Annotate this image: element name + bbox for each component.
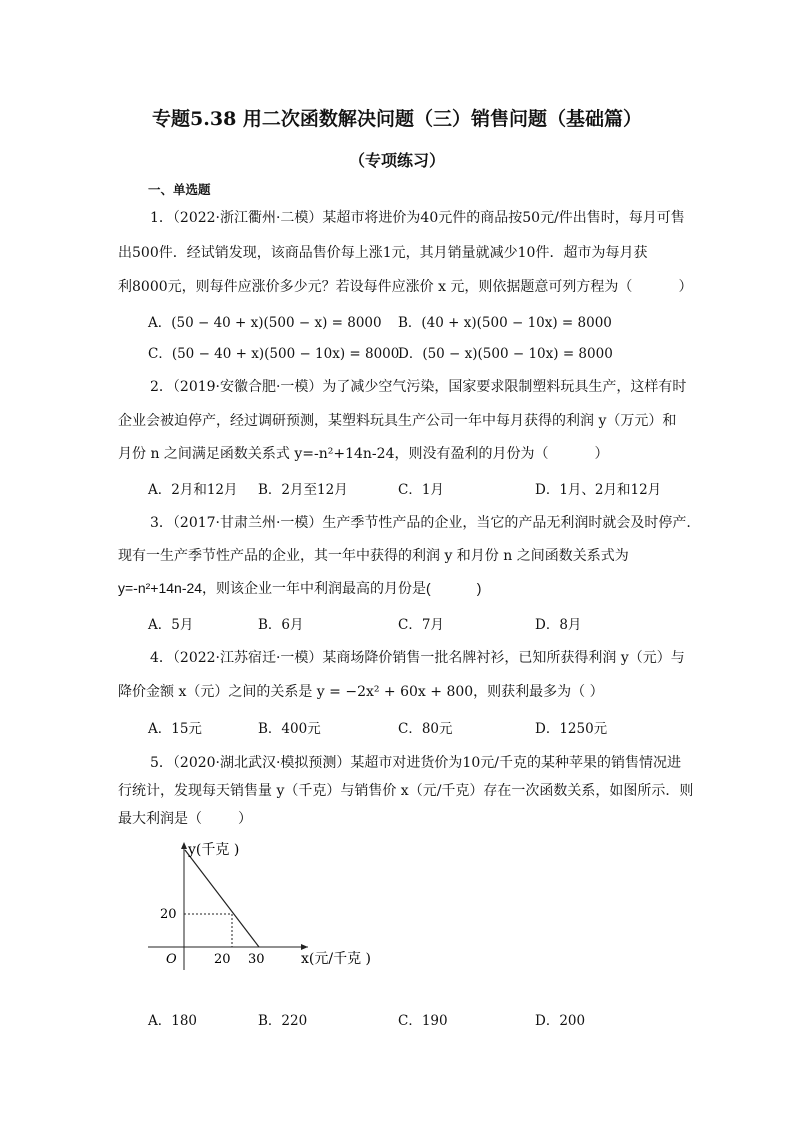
y-axis-label: y(千克 ) — [188, 842, 240, 858]
q5-line-3 — [118, 808, 252, 828]
x-axis-arrow — [301, 944, 308, 950]
page-title: 专题5.38 用二次函数解决问题（三）销售问题（基础篇） — [152, 108, 642, 130]
origin-label: O — [166, 952, 177, 967]
q2-line-2: 企业会被迫停产，经过调研预测，某塑料玩具生产公司一年中每月获得的利润 y（万元）和 — [118, 413, 677, 429]
q4-line-2: 降价金额 x（元）之间的关系是 y = −2x² + 60x + 800，则获利最多为（ ） — [118, 684, 604, 700]
q3-line-2: 现有一生产季节性产品的企业，其一年中获得的利润 y 和月份 n 之间函数关系式为 — [118, 548, 629, 564]
q4-option-a: A．15元 — [148, 721, 202, 737]
q3-option-b: B．6月 — [258, 617, 304, 633]
q2-option-b: B．2月至12月 — [258, 482, 348, 498]
x-tick-20: 20 — [214, 952, 231, 967]
q4-option-c: C．80元 — [398, 721, 453, 737]
sales-volume-graph — [140, 836, 390, 976]
q1-option-a: A．(50 − 40 + x)(500 − x) = 8000 — [148, 315, 382, 331]
q1-line-2: 出500件．经试销发现，该商品售价每上涨1元，其月销量就减少10件．超市为每月获 — [118, 245, 648, 261]
q5-option-b: B．220 — [258, 1013, 308, 1029]
q5-option-c: C．190 — [398, 1013, 448, 1029]
q1-line-3-text: 利8000元，则每件应涨价多少元？若设每件应涨价 x 元，则依据题意可列方程为（ — [118, 279, 633, 295]
q5-line-3-text: 最大利润是（ — [118, 811, 202, 827]
q4-option-d: D．1250元 — [535, 721, 608, 737]
q2-line-3-text: 月份 n 之间满足函数关系式 y=-n²+14n-24，则没有盈利的月份为（ — [118, 446, 549, 462]
q2-option-a: A．2月和12月 — [148, 482, 238, 498]
q2-option-c: C．1月 — [398, 482, 444, 498]
q2-line-3 — [118, 443, 608, 463]
y-axis-arrow — [181, 842, 187, 849]
sales-line — [185, 850, 259, 947]
q1-option-b: B．(40 + x)(500 − 10x) = 8000 — [398, 315, 612, 331]
q2-line-3-end: ） — [594, 446, 609, 462]
q5-line-3-end: ） — [238, 811, 252, 827]
q4-option-b: B．400元 — [258, 721, 321, 737]
q1-option-c: C．(50 − 40 + x)(500 − 10x) = 8000 — [148, 346, 400, 362]
q5-line-1: 5．（2020·湖北武汉·模拟预测）某超市对进货价为10元/千克的某种苹果的销售情况进 — [150, 755, 681, 771]
q3-option-d: D．8月 — [535, 617, 582, 633]
x-axis-label: x(元/千克 ) — [301, 951, 371, 967]
q1-line-1: 1．（2022·浙江衢州·二模）某超市将进价为40元件的商品按50元/件出售时，每月可售 — [150, 210, 685, 226]
y-tick-20: 20 — [160, 907, 177, 922]
q3-line-3-text: y=-n²+14n-24，则该企业一年中利润最高的月份是( — [118, 580, 431, 596]
section-heading: 一、单选题 — [148, 182, 211, 197]
q5-option-d: D．200 — [535, 1013, 586, 1029]
q2-option-d: D．1月、2月和12月 — [535, 482, 662, 498]
q3-line-3 — [118, 578, 481, 598]
q1-option-d: D．(50 − x)(500 − 10x) = 8000 — [398, 346, 613, 362]
q1-line-3-end: ） — [678, 279, 693, 295]
q5-option-a: A．180 — [148, 1013, 198, 1029]
q4-line-1: 4．（2022·江苏宿迁·一模）某商场降价销售一批名牌衬衫，已知所获得利润 y（元）与 — [150, 650, 685, 666]
q2-line-1: 2．（2019·安徽合肥·一模）为了减少空气污染，国家要求限制塑料玩具生产，这样有时 — [150, 379, 687, 395]
q5-line-2: 行统计，发现每天销售量 y（千克）与销售价 x（元/千克）存在一次函数关系，如图所示．则 — [118, 783, 694, 799]
page-subtitle: （专项练习） — [348, 151, 445, 170]
q3-option-c: C．7月 — [398, 617, 444, 633]
q3-option-a: A．5月 — [148, 617, 194, 633]
x-tick-30: 30 — [248, 952, 265, 967]
q1-line-3 — [118, 276, 692, 296]
q3-line-1: 3．（2017·甘肃兰州·一模）生产季节性产品的企业，当它的产品无利润时就会及时停产. — [150, 515, 691, 531]
q3-line-3-end: ) — [476, 580, 482, 596]
